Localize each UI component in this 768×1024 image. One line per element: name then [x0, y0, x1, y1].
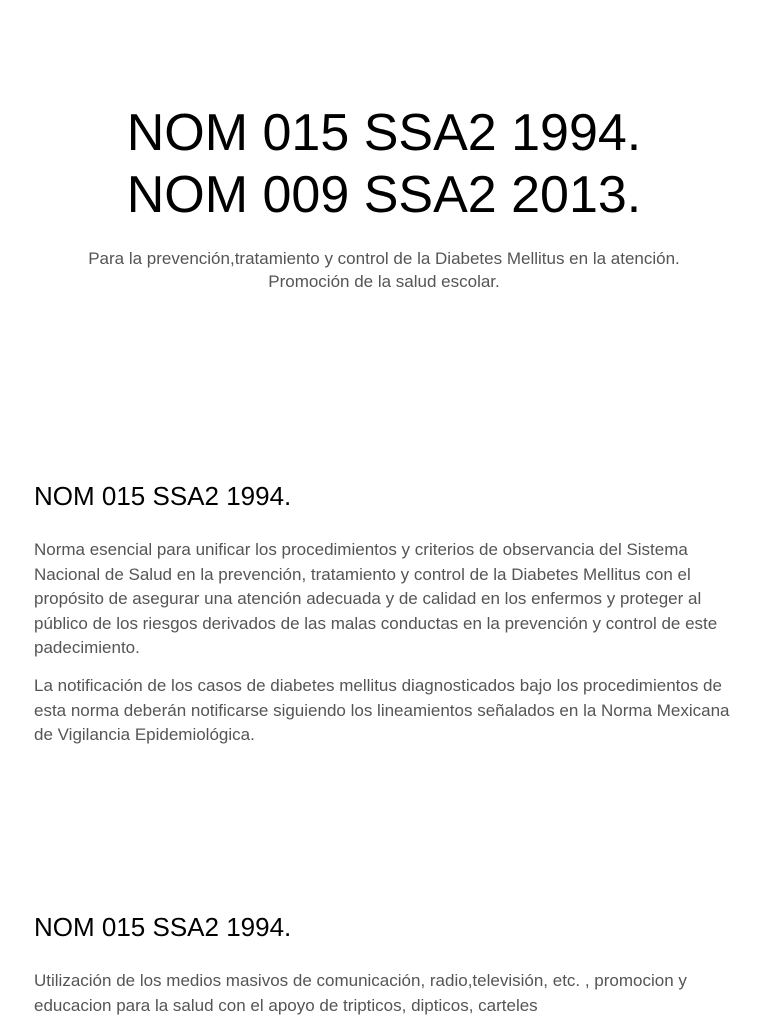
subtitle-line-1: Para la prevención,tratamiento y control de la Diabetes Mellitus en la atención.	[88, 249, 680, 268]
title-line-2: NOM 009 SSA2 2013.	[126, 166, 642, 224]
subtitle-line-2: Promoción de la salud escolar.	[268, 272, 500, 291]
section-heading: NOM 015 SSA2 1994.	[34, 912, 292, 942]
section-paragraph: Norma esencial para unificar los procedimientos y criterios de observancia del Sistema Nacional de Salud en la prevención, tratamiento y control de la Diabetes Mellitus con el propósito de asegurar una atención adecuada y de calidad en los enfermos y proteger al público de los riesgos derivados de las malas conductas en la prevención y control de este padecimiento.	[34, 540, 718, 658]
section-paragraph: Utilización de los medios masivos de comunicación, radio,televisión, etc. , promocion y educacion para la salud con el apoyo de tripticos, dipticos, carteles	[34, 971, 687, 1015]
section-paragraph: La notificación de los casos de diabetes mellitus diagnosticados bajo los procedimientos de esta norma deberán notificarse siguiendo los lineamientos señalados en la Norma Mexicana de Vigilancia Epidemiológica.	[34, 675, 730, 745]
page-subtitle	[0, 247, 768, 293]
section-heading: NOM 015 SSA2 1994.	[34, 481, 292, 511]
page-title	[0, 102, 768, 226]
section-nom-015-description	[34, 480, 734, 748]
section-nom-015-media	[34, 911, 734, 1018]
title-line-1: NOM 015 SSA2 1994.	[126, 104, 642, 162]
